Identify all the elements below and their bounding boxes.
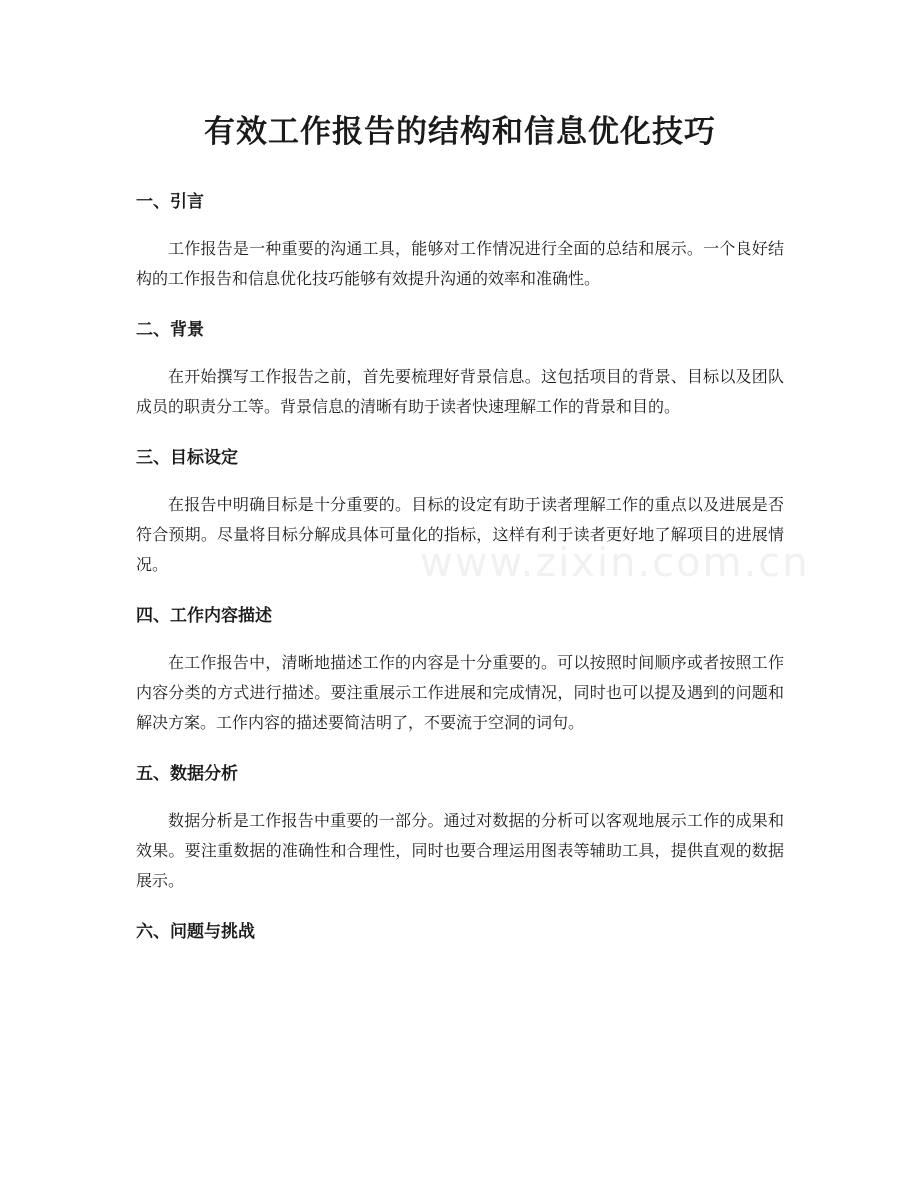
section-heading: 三、目标设定 xyxy=(136,448,238,468)
section-heading: 二、背景 xyxy=(136,320,204,340)
section-paragraph: 在开始撰写工作报告之前，首先要梳理好背景信息。这包括项目的背景、目标以及团队成员的职责分工等。背景信息的清晰有助于读者快速理解工作的背景和目的。 xyxy=(136,367,784,416)
section-heading: 四、工作内容描述 xyxy=(136,606,272,626)
section-heading: 一、引言 xyxy=(136,192,204,212)
section-data-analysis xyxy=(136,760,784,896)
section-paragraph: 工作报告是一种重要的沟通工具，能够对工作情况进行全面的总结和展示。一个良好结构的工作报告和信息优化技巧能够有效提升沟通的效率和准确性。 xyxy=(136,239,784,288)
section-paragraph: 数据分析是工作报告中重要的一部分。通过对数据的分析可以客观地展示工作的成果和效果。要注重数据的准确性和合理性，同时也要合理运用图表等辅助工具，提供直观的数据展示。 xyxy=(136,811,784,890)
watermark: www.zixin.com.cn xyxy=(420,540,810,586)
section-goal-setting xyxy=(136,444,784,580)
section-paragraph: 在工作报告中，清晰地描述工作的内容是十分重要的。可以按照时间顺序或者按照工作内容分类的方式进行描述。要注重展示工作进展和完成情况，同时也可以提及遇到的问题和解决方案。工作内容的描述要简洁明了，不要流于空洞的词句。 xyxy=(136,653,784,732)
section-introduction xyxy=(136,188,784,294)
page-title: 有效工作报告的结构和信息优化技巧 xyxy=(204,114,716,150)
section-background xyxy=(136,316,784,422)
section-problems-challenges xyxy=(136,918,784,946)
section-work-content xyxy=(136,602,784,738)
section-heading: 五、数据分析 xyxy=(136,764,238,784)
section-paragraph: 在报告中明确目标是十分重要的。目标的设定有助于读者理解工作的重点以及进展是否符合预期。尽量将目标分解成具体可量化的指标，这样有利于读者更好地了解项目的进展情况。 xyxy=(136,495,784,574)
section-heading: 六、问题与挑战 xyxy=(136,922,255,942)
